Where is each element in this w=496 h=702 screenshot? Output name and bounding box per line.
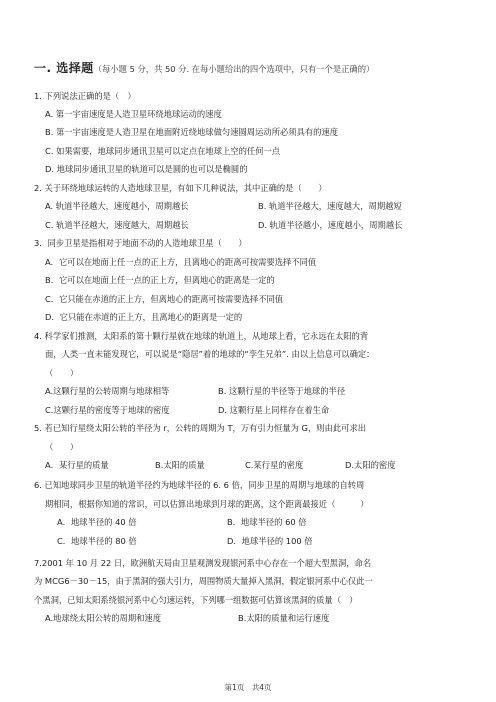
- section-title: 一. 选择题: [34, 61, 94, 75]
- question-6-option-d: D．地球半径的 100 倍: [227, 536, 313, 546]
- question-6-stem-line-2: 期相同，根据你知道的常识，可以估算出地球到月球的距离，这个距离最接近（ ）: [45, 499, 369, 509]
- question-1-option-c: C. 如果需要，地球同步通讯卫星可以定点在地球上空的任何一点: [45, 146, 281, 156]
- question-4-option-b: B. 这颗行星的半径等于地球的半径: [218, 386, 346, 396]
- question-1-option-b: B. 第一宇宙速度是人造卫星在地面附近绕地球做匀速圆周运动所必须具有的速度: [45, 127, 339, 137]
- question-7-option-a: A.地球绕太阳公转的周期和速度: [45, 613, 162, 623]
- question-2-option-d: D. 轨道半径越小，速度越小，周期越长: [258, 220, 403, 230]
- question-5-option-d: D.太阳的密度: [345, 460, 396, 470]
- question-5-stem-line-1: 5. 若已知行星绕太阳公转的半径为 r，公转的周期为 T，万有引力恒量为 G，则由此可求出: [34, 423, 367, 433]
- question-4-option-a: A.这颗行星的公转周期与地球相等: [45, 386, 170, 396]
- question-6-stem-line-1: 6. 已知地球同步卫星的轨道半径约为地球半径的 6. 6 倍，同步卫星的周期与地球的自转周: [34, 480, 365, 490]
- question-6-option-b: B．地球半径的 60 倍: [227, 517, 307, 527]
- question-6-option-a: A．地球半径的 40 倍: [57, 517, 137, 527]
- question-7-stem-line-2: 为 MCG6－30－15，由于黑洞的强大引力，周围物质大量掉入黑洞，假定银河系中心仅此一: [34, 576, 373, 586]
- question-3-option-d: D．它只能在赤道的正上方，且离地心的距离是一定的: [45, 312, 243, 322]
- question-3-option-a: A．它可以在地面上任一点的正上方，且离地心的距离可按需要选择不同值: [45, 257, 317, 267]
- page-footer: 第1页 共4页: [224, 683, 272, 692]
- question-5-option-c: C.某行星的密度: [245, 460, 304, 470]
- question-1-option-a: A. 第一宇宙速度是人造卫星环绕地球运动的速度: [45, 109, 222, 119]
- question-1-option-d: D. 地球同步通讯卫星的轨道可以是圆的也可以是椭圆的: [45, 164, 248, 174]
- question-4-option-c: C.这颗行星的密度等于地球的密度: [45, 405, 170, 415]
- question-6-option-c: C．地球半径的 80 倍: [57, 536, 137, 546]
- question-4-stem-line-3: （ ）: [45, 368, 79, 378]
- question-7-stem-line-1: 7.2001 年 10 月 22 日，欧洲航天局由卫星观测发现银河系中心存在一个超大型黑洞，命名: [34, 558, 372, 568]
- question-3-option-c: C．它只能在赤道的正上方，但离地心的距离可按需要选择不同值: [45, 294, 284, 304]
- question-2-stem: 2. 关于环绕地球运转的人造地球卫星，有如下几种说法，其中正确的是（ ）: [34, 183, 327, 193]
- question-7-stem-line-3: 个黑洞，已知太阳系绕银河系中心匀速运转，下列哪一组数据可估算该黑洞的质量（ ）: [34, 595, 358, 605]
- question-7-option-b: B.太阳的质量和运行速度: [238, 613, 330, 623]
- question-2-option-a: A. 轨道半径越大，速度越小，周期越长: [45, 201, 189, 211]
- section-heading: [34, 63, 374, 75]
- question-2-option-b: B. 轨道半径越大，速度越大，周期越短: [258, 201, 402, 211]
- question-3-stem: 3．同步卫星是指相对于地面不动的人造地球卫星（ ）: [34, 238, 247, 248]
- question-4-option-d: D. 这颗行星上同样存在着生命: [218, 405, 330, 415]
- question-3-option-b: B．它可以在地面上任一点的正上方，但离地心的距离是一定的: [45, 275, 275, 285]
- question-5-stem-line-2: （ ）: [45, 442, 79, 452]
- question-4-stem-line-2: 面，人类一直未能发现它，可以说是“隐居”着的地球的“孪生兄弟”. 由以上信息可以确定：: [45, 349, 375, 359]
- section-note: （每小题 5 分，共 50 分. 在每小题给出的四个选项中，只有一个是正确的）: [93, 64, 375, 74]
- question-5-option-a: A．某行星的质量: [45, 460, 109, 470]
- question-5-option-b: B.太阳的质量: [155, 460, 205, 470]
- question-4-stem-line-1: 4. 科学家们推测，太阳系的第十颗行星就在地球的轨道上，从地球上看，它永远在太阳的背: [34, 331, 369, 341]
- question-1-stem: 1. 下列说法正确的是（ ）: [34, 91, 136, 101]
- question-2-option-c: C. 轨道半径越大，速度越大，周期越长: [45, 220, 189, 230]
